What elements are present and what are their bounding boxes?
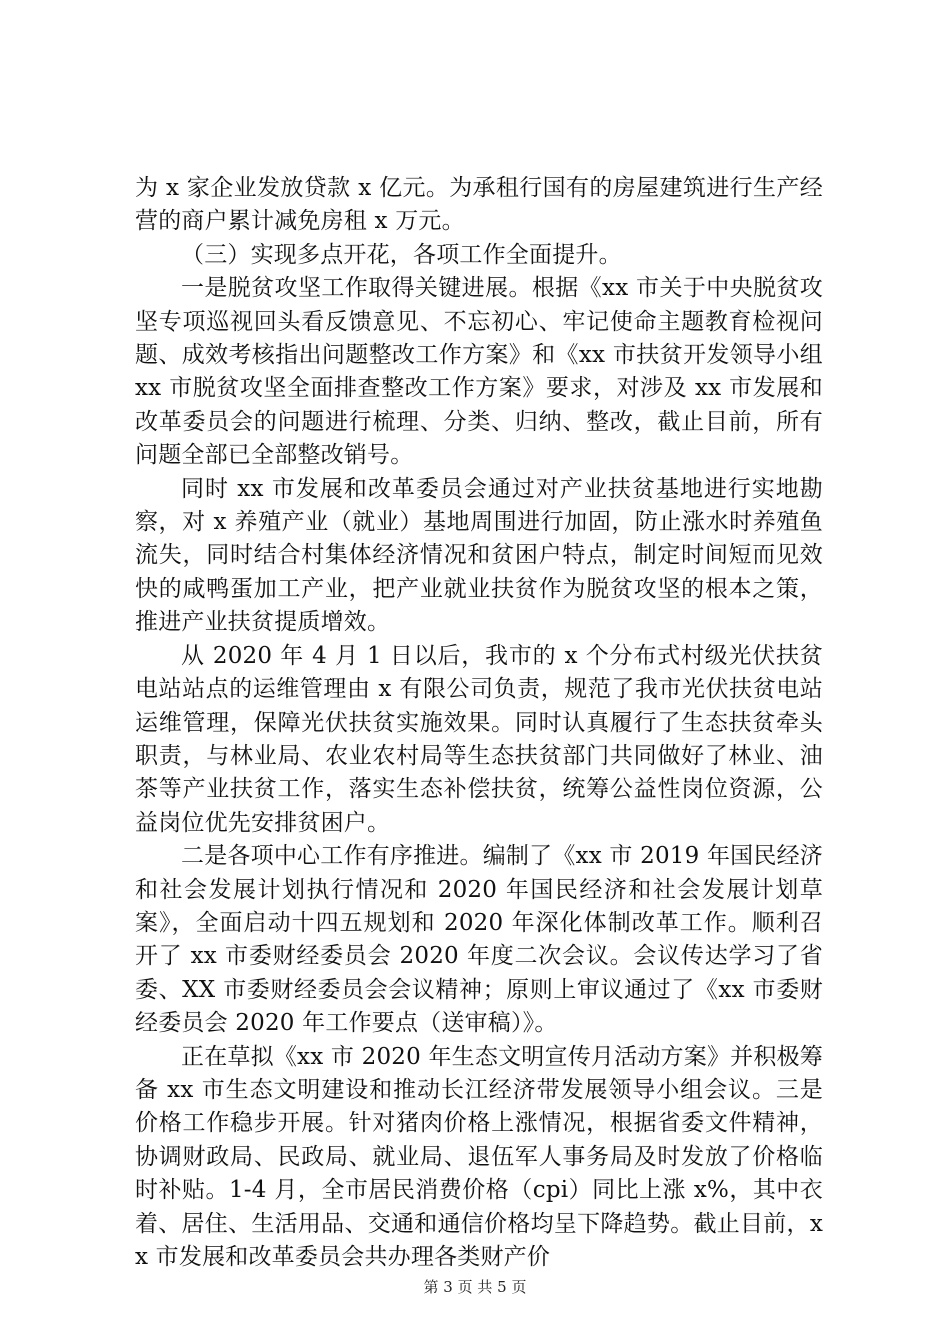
paragraph-poverty-alleviation: 一是脱贫攻坚工作取得关键进展。根据《xx 市关于中央脱贫攻坚专项巡视回头看反馈意见、不忘初心、牢记使命主题教育检视问题、成效考核指出问题整改工作方案》和《xx 市扶贫开发领导小组 xx 市脱贫攻坚全面排查整改工作方案》要求，对涉及 xx 市发展和改革委员会的问题进行梳理、分类、归纳、整改，截止目前，所有问题全部已全部整改销号。 — [135, 275, 823, 469]
paragraph-continuation: 为 x 家企业发放贷款 x 亿元。为承租行国有的房屋建筑进行生产经营的商户累计减免房租 x 万元。 — [135, 175, 823, 235]
paragraph-industry-support: 同时 xx 市发展和改革委员会通过对产业扶贫基地进行实地勘察，对 x 养殖产业（就业）基地周围进行加固，防止涨水时养殖鱼流失，同时结合村集体经济情况和贫困户特点，制定时间短而见效快的咸鸭蛋加工产业，把产业就业扶贫作为脱贫攻坚的根本之策，推进产业扶贫提质增效。 — [135, 475, 823, 636]
paragraph-central-work: 二是各项中心工作有序推进。编制了《xx 市 2019 年国民经济和社会发展计划执行情况和 2020 年国民经济和社会发展计划草案》，全面启动十四五规划和 2020 年深化体制改革工作。顺利召开了 xx 市委财经委员会 2020 年度二次会议。会议传达学习了省委、XX 市委财经委员会会议精神；原则上审议通过了《xx 市委财经委员会 2020 年工作要点（送审稿）》。 — [135, 843, 823, 1037]
paragraph-price-work: 正在草拟《xx 市 2020 年生态文明宣传月活动方案》并积极筹备 xx 市生态文明建设和推动长江经济带发展领导小组会议。三是价格工作稳步开展。针对猪肉价格上涨情况，根据省委文件精神，协调财政局、民政局、就业局、退伍军人事务局及时发放了价格临时补贴。1-4 月，全市居民消费价格（cpi）同比上涨 x%，其中衣着、居住、生活用品、交通和通信价格均呈下降趋势。截止目前，xx 市发展和改革委员会共办理各类财产价 — [135, 1043, 823, 1270]
page-footer: 第 3 页 共 5 页 — [423, 1278, 527, 1296]
document-body — [135, 172, 823, 1274]
section-heading: （三）实现多点开花，各项工作全面提升。 — [181, 241, 622, 268]
paragraph-solar-stations: 从 2020 年 4 月 1 日以后，我市的 x 个分布式村级光伏扶贫电站站点的运维管理由 x 有限公司负责，规范了我市光伏扶贫电站运维管理，保障光伏扶贫实施效果。同时认真履行了生态扶贫牵头职责，与林业局、农业农村局等生态扶贫部门共同做好了林业、油茶等产业扶贫工作，落实生态补偿扶贫，统筹公益性岗位资源，公益岗位优先安排贫困户。 — [135, 642, 823, 836]
